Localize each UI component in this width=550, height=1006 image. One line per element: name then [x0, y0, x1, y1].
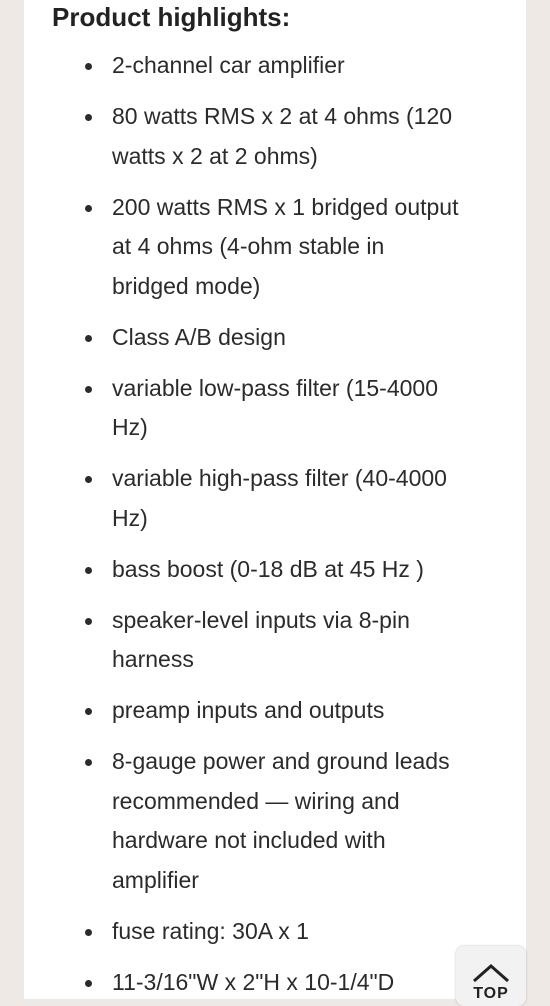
highlight-text-line: fuse rating: 30A x 1	[112, 917, 309, 944]
highlight-item	[24, 691, 526, 731]
highlight-text-line: Class A/B design	[112, 323, 286, 350]
highlight-text-line: amplifier	[112, 866, 199, 893]
highlight-text-line: 200 watts RMS x 1 bridged output	[112, 193, 459, 220]
highlight-item	[24, 601, 526, 680]
bullet-icon	[85, 114, 92, 121]
bullet-icon	[85, 759, 92, 766]
highlight-text-line: hardware not included with	[112, 827, 386, 853]
bullet-icon	[85, 386, 92, 393]
section-heading: Product highlights:	[52, 2, 291, 32]
highlight-text-line: bridged mode)	[112, 272, 261, 299]
highlight-text-line: Hz)	[112, 414, 148, 440]
chevron-up-icon	[471, 963, 511, 983]
highlight-item	[24, 963, 526, 1000]
highlight-text-line: variable low-pass filter (15-4000	[112, 374, 438, 401]
highlight-text-line: variable high-pass filter (40-4000	[112, 465, 447, 491]
highlight-text-line: harness	[112, 646, 194, 672]
scroll-to-top-label: TOP	[473, 985, 509, 1002]
highlight-item	[24, 318, 526, 358]
highlight-text-line: 2-channel car amplifier	[112, 52, 345, 78]
bullet-icon	[85, 618, 92, 625]
highlight-item	[24, 188, 526, 307]
highlight-text-line: 11-3/16"W x 2"H x 10-1/4"D	[112, 968, 395, 995]
bullet-icon	[85, 708, 92, 715]
highlight-text-line: 8-gauge power and ground leads	[112, 748, 450, 774]
highlight-item	[24, 742, 526, 900]
highlight-text-line: recommended — wiring and	[112, 787, 400, 814]
highlights-list	[24, 46, 526, 999]
highlight-item	[24, 369, 526, 448]
highlight-item	[24, 97, 526, 176]
bullet-icon	[85, 476, 92, 483]
bullet-icon	[85, 929, 92, 936]
highlight-text-line: bass boost (0-18 dB at 45 Hz )	[112, 555, 424, 582]
highlight-item	[24, 912, 526, 952]
highlight-text-line: watts x 2 at 2 ohms)	[112, 142, 318, 169]
highlight-text-line: speaker-level inputs via 8-pin	[112, 606, 410, 633]
highlight-text-line: preamp inputs and outputs	[112, 697, 385, 723]
highlight-item	[24, 46, 526, 86]
highlight-item	[24, 550, 526, 590]
highlight-text-line: Hz)	[112, 504, 148, 531]
highlight-item	[24, 459, 526, 538]
bullet-icon	[85, 980, 92, 987]
highlight-text-line: 80 watts RMS x 2 at 4 ohms (120	[112, 103, 453, 129]
bullet-icon	[85, 63, 92, 70]
bullet-icon	[85, 567, 92, 574]
bullet-icon	[85, 205, 92, 212]
bullet-icon	[85, 335, 92, 342]
highlight-text-line: at 4 ohms (4-ohm stable in	[112, 233, 385, 259]
content-panel	[24, 0, 526, 999]
scroll-to-top-button[interactable]	[456, 946, 526, 1006]
